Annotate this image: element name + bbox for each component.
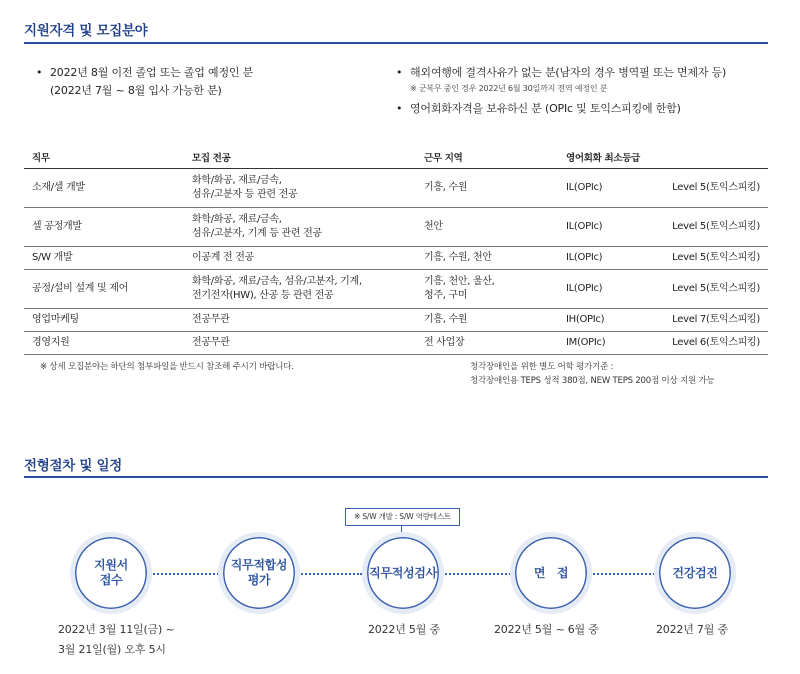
table-row bbox=[24, 270, 768, 309]
cell-location: 기흥, 천안, 울산, 청주, 구미 bbox=[416, 270, 558, 309]
cell-toeic: Level 5(토익스피킹) bbox=[658, 247, 768, 270]
step-job-fit-evaluation: 직무적합성 평가 bbox=[218, 532, 300, 614]
bullet-item: • 2022년 8월 이전 졸업 또는 졸업 예정인 분 bbox=[36, 66, 254, 79]
cell-job: 경영지원 bbox=[24, 332, 184, 355]
cell-location: 천안 bbox=[416, 208, 558, 247]
cell-opic: IL(OPIc) bbox=[558, 247, 658, 270]
table-footnote: ※ 상세 모집분야는 하단의 첨부파일을 반드시 참조해 주시기 바랍니다. bbox=[40, 362, 294, 372]
col-header-job: 직무 bbox=[24, 148, 184, 169]
table-row bbox=[24, 208, 768, 247]
step-connector bbox=[590, 573, 658, 575]
table-row bbox=[24, 332, 768, 355]
cell-major: 화학/화공, 재료/금속, 섬유/고분자, 기계 등 관련 전공 bbox=[184, 208, 416, 247]
table-header-row bbox=[24, 148, 768, 169]
cell-location: 기흥, 수원 bbox=[416, 169, 558, 208]
cell-opic: IL(OPIc) bbox=[558, 208, 658, 247]
sw-test-badge: ※ S/W 개발 : S/W 역량테스트 bbox=[345, 508, 460, 526]
table-row bbox=[24, 309, 768, 332]
step-aptitude-test: 직무적성검사 bbox=[362, 532, 444, 614]
step-health-check: 건강검진 bbox=[654, 532, 736, 614]
cell-major: 화학/화공, 재료/금속, 섬유/고분자, 기계, 전기전자(HW), 산공 등 관련 전공 bbox=[184, 270, 416, 309]
cell-job: 영업마케팅 bbox=[24, 309, 184, 332]
cell-location: 기흥, 수원 bbox=[416, 309, 558, 332]
cell-toeic: Level 5(토익스피킹) bbox=[658, 169, 768, 208]
cell-opic: IM(OPIc) bbox=[558, 332, 658, 355]
cell-toeic: Level 6(토익스피킹) bbox=[658, 332, 768, 355]
cell-location: 전 사업장 bbox=[416, 332, 558, 355]
date-health-check: 2022년 7월 중 bbox=[656, 623, 728, 636]
step-interview: 면 접 bbox=[510, 532, 592, 614]
bullet-item: • 해외여행에 결격사유가 없는 분(남자의 경우 병역필 또는 면제자 등) bbox=[396, 66, 727, 79]
cell-job: 소재/셀 개발 bbox=[24, 169, 184, 208]
recruitment-table bbox=[24, 148, 768, 355]
cell-toeic: Level 5(토익스피킹) bbox=[658, 270, 768, 309]
hearing-impaired-note-detail: 청각장애인용 TEPS 성적 380점, NEW TEPS 200점 이상 지원 가능 bbox=[470, 376, 715, 386]
section-title-eligibility: 지원자격 및 모집분야 bbox=[24, 23, 148, 39]
date-aptitude-test: 2022년 5월 중 bbox=[368, 623, 440, 636]
cell-location: 기흥, 수원, 천안 bbox=[416, 247, 558, 270]
bullet-item: • 영어회화자격을 보유하신 분 (OPIc 및 토익스피킹에 한함) bbox=[396, 102, 681, 115]
cell-opic: IH(OPIc) bbox=[558, 309, 658, 332]
cell-opic: IL(OPIc) bbox=[558, 169, 658, 208]
col-header-major: 모집 전공 bbox=[184, 148, 416, 169]
bullet-item-continuation: (2022년 7월 ~ 8월 입사 가능한 분) bbox=[50, 84, 222, 97]
date-application: 2022년 3월 11일(금) ~ 3월 21일(월) 오후 5시 bbox=[58, 623, 175, 656]
table-row bbox=[24, 169, 768, 208]
cell-major: 화학/화공, 재료/금속, 섬유/고분자 등 관련 전공 bbox=[184, 169, 416, 208]
hearing-impaired-note-title: 청각장애인을 위한 별도 어학 평가기준 : bbox=[470, 362, 614, 372]
cell-opic: IL(OPIc) bbox=[558, 270, 658, 309]
step-connector bbox=[150, 573, 222, 575]
cell-job: 셀 공정개발 bbox=[24, 208, 184, 247]
col-header-location: 근무 지역 bbox=[416, 148, 558, 169]
bullet-subnote: ※ 군복무 중인 경우 2022년 6월 30일까지 전역 예정인 분 bbox=[410, 84, 608, 93]
cell-major: 전공무관 bbox=[184, 332, 416, 355]
cell-toeic: Level 7(토익스피킹) bbox=[658, 309, 768, 332]
step-application: 지원서 접수 bbox=[70, 532, 152, 614]
section-divider bbox=[24, 476, 768, 478]
section-divider bbox=[24, 42, 768, 44]
table-row bbox=[24, 247, 768, 270]
section-title-process: 전형절차 및 일정 bbox=[24, 458, 122, 474]
date-interview: 2022년 5월 ~ 6월 중 bbox=[494, 623, 599, 636]
cell-job: S/W 개발 bbox=[24, 247, 184, 270]
step-connector bbox=[442, 573, 514, 575]
cell-major: 이공계 전 전공 bbox=[184, 247, 416, 270]
step-connector bbox=[298, 573, 362, 575]
col-header-english: 영어회화 최소등급 bbox=[558, 148, 768, 169]
cell-major: 전공무관 bbox=[184, 309, 416, 332]
cell-toeic: Level 5(토익스피킹) bbox=[658, 208, 768, 247]
cell-job: 공정/설비 설계 및 제어 bbox=[24, 270, 184, 309]
left-bullet-list bbox=[36, 64, 366, 100]
right-bullet-list bbox=[396, 64, 776, 118]
